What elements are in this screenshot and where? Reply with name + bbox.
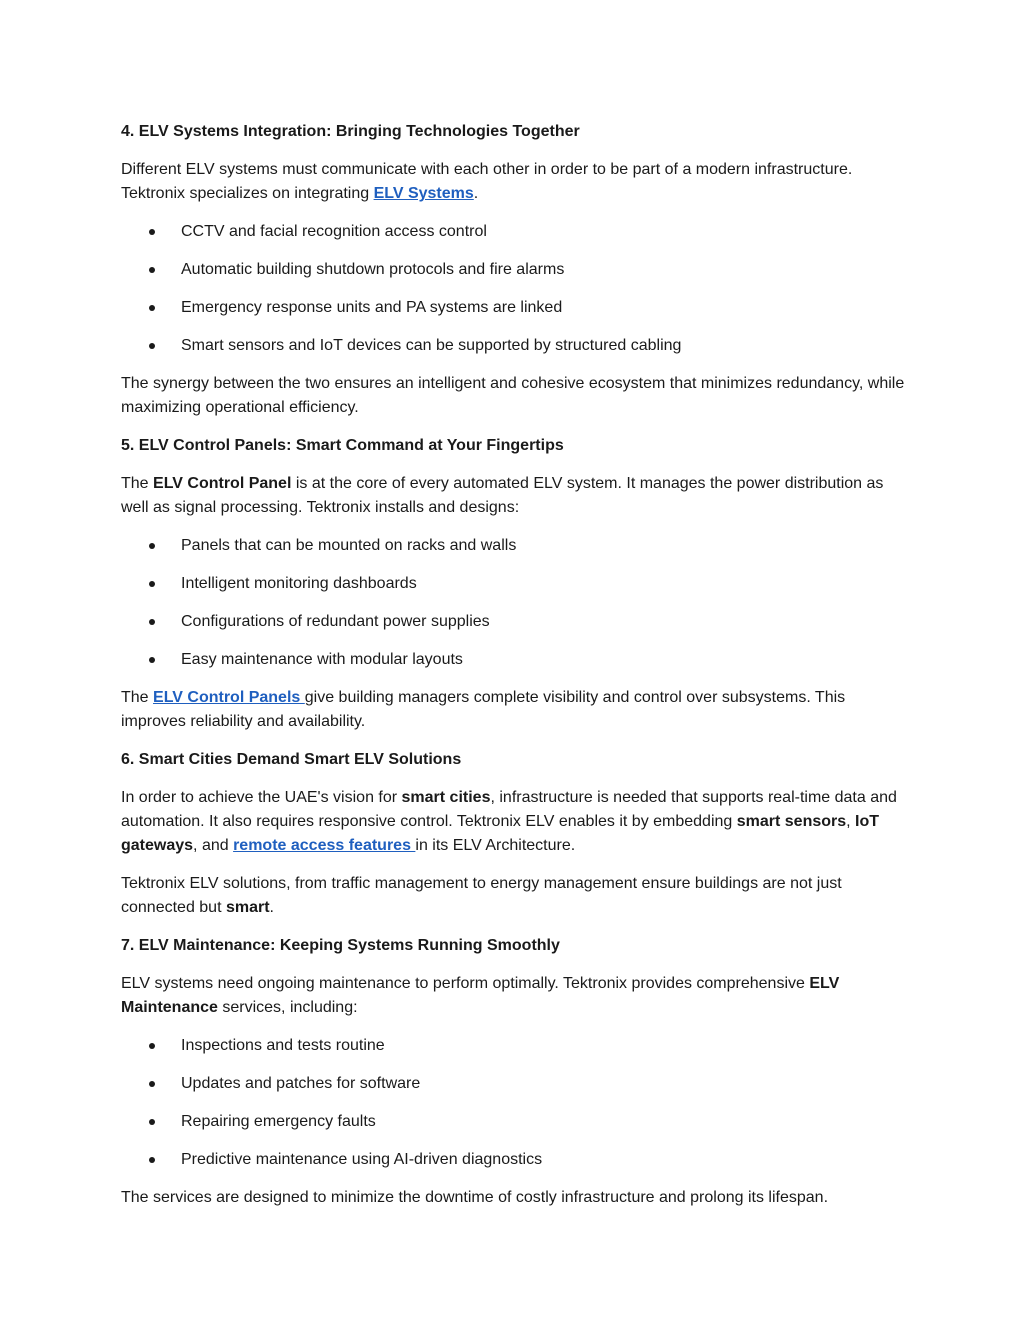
bullet-icon xyxy=(149,657,155,663)
section-4-intro-text: Different ELV systems must communicate with each other in order to be part of a modern infrastructure. Tektronix specializes on integrating xyxy=(121,161,853,202)
list-item-text: Repairing emergency faults xyxy=(181,1113,376,1130)
document-page xyxy=(121,120,911,1224)
section-5-intro-bold: ELV Control Panel xyxy=(153,475,292,492)
list-item xyxy=(121,220,911,244)
section-7-bullet-list xyxy=(121,1034,911,1172)
bullet-icon xyxy=(149,1157,155,1163)
section-6-p1-bold-smart-sensors: smart sensors xyxy=(736,813,847,830)
bullet-icon xyxy=(149,267,155,273)
section-5-bullet-list xyxy=(121,534,911,672)
section-7-intro-a: ELV systems need ongoing maintenance to perform optimally. Tektronix provides comprehensive xyxy=(121,975,810,992)
list-item-text: Intelligent monitoring dashboards xyxy=(181,575,417,592)
section-6-p1-e: in its ELV Architecture. xyxy=(415,837,576,854)
list-item xyxy=(121,534,911,558)
section-6-paragraph-1 xyxy=(121,786,911,858)
section-5-heading: 5. ELV Control Panels: Smart Command at Your Fingertips xyxy=(121,437,564,454)
section-7-intro xyxy=(121,972,911,1020)
bullet-icon xyxy=(149,1043,155,1049)
section-5-intro xyxy=(121,472,911,520)
section-6-heading: 6. Smart Cities Demand Smart ELV Solutions xyxy=(121,751,462,768)
list-item xyxy=(121,648,911,672)
list-item-text: Predictive maintenance using AI-driven diagnostics xyxy=(181,1151,543,1168)
list-item-text: Easy maintenance with modular layouts xyxy=(181,651,463,668)
elv-systems-link[interactable]: ELV Systems xyxy=(373,185,474,202)
list-item-text: Inspections and tests routine xyxy=(181,1037,385,1054)
section-7-heading: 7. ELV Maintenance: Keeping Systems Running Smoothly xyxy=(121,937,560,954)
list-item xyxy=(121,1110,911,1134)
section-4-bullet-list xyxy=(121,220,911,358)
section-5-outro xyxy=(121,686,911,734)
section-7-intro-bold: ELV Maintenance xyxy=(121,975,840,1016)
bullet-icon xyxy=(149,619,155,625)
remote-access-features-link[interactable]: remote access features xyxy=(233,837,416,854)
list-item-text: Panels that can be mounted on racks and walls xyxy=(181,537,517,554)
section-4-outro: The synergy between the two ensures an intelligent and cohesive ecosystem that minimizes redundancy, while maximizing operational efficiency. xyxy=(121,375,905,416)
section-6-p2-a: Tektronix ELV solutions, from traffic management to energy management ensure buildings are not just connected but xyxy=(121,875,842,916)
section-4-intro xyxy=(121,158,911,206)
section-6-p1-bold-smart-cities: smart cities xyxy=(401,789,491,806)
section-6-p1-bold-iot-gateways: IoT gateways xyxy=(121,813,880,854)
section-6-p1-a: In order to achieve the UAE's vision for xyxy=(121,789,402,806)
section-7-outro: The services are designed to minimize the downtime of costly infrastructure and prolong its lifespan. xyxy=(121,1189,829,1206)
list-item-text: Automatic building shutdown protocols and fire alarms xyxy=(181,261,565,278)
list-item-text: Updates and patches for software xyxy=(181,1075,421,1092)
section-6-p2-bold: smart xyxy=(225,899,270,916)
list-item xyxy=(121,610,911,634)
section-7-intro-b: services, including: xyxy=(217,999,358,1016)
list-item xyxy=(121,334,911,358)
section-6-p1-c: , xyxy=(846,813,856,830)
list-item-text: Smart sensors and IoT devices can be supported by structured cabling xyxy=(181,337,682,354)
section-6-p1-d: , and xyxy=(193,837,234,854)
section-5-outro-b: give building managers complete visibility and control over subsystems. This improves reliability and availability. xyxy=(121,689,846,730)
section-5-intro-b: is at the core of every automated ELV system. It manages the power distribution as well as signal processing. Tektronix installs and designs: xyxy=(121,475,884,516)
section-6-p2-b: . xyxy=(269,899,274,916)
list-item-text: Configurations of redundant power supplies xyxy=(181,613,490,630)
section-5-intro-a: The xyxy=(121,475,154,492)
list-item xyxy=(121,296,911,320)
bullet-icon xyxy=(149,343,155,349)
section-6-p1-b: , infrastructure is needed that supports real-time data and automation. It also requires responsive control. Tektronix ELV enables it by embedding xyxy=(121,789,897,830)
bullet-icon xyxy=(149,543,155,549)
bullet-icon xyxy=(149,581,155,587)
list-item xyxy=(121,1072,911,1096)
list-item xyxy=(121,258,911,282)
section-4-heading: 4. ELV Systems Integration: Bringing Technologies Together xyxy=(121,123,580,140)
bullet-icon xyxy=(149,1119,155,1125)
bullet-icon xyxy=(149,305,155,311)
bullet-icon xyxy=(149,1081,155,1087)
list-item xyxy=(121,1034,911,1058)
list-item-text: CCTV and facial recognition access control xyxy=(181,223,487,240)
section-6-paragraph-2 xyxy=(121,872,911,920)
elv-control-panels-link[interactable]: ELV Control Panels xyxy=(153,689,305,706)
list-item xyxy=(121,572,911,596)
section-4-intro-end: . xyxy=(473,185,479,202)
list-item xyxy=(121,1148,911,1172)
section-5-outro-a: The xyxy=(121,689,154,706)
list-item-text: Emergency response units and PA systems are linked xyxy=(181,299,563,316)
bullet-icon xyxy=(149,229,155,235)
